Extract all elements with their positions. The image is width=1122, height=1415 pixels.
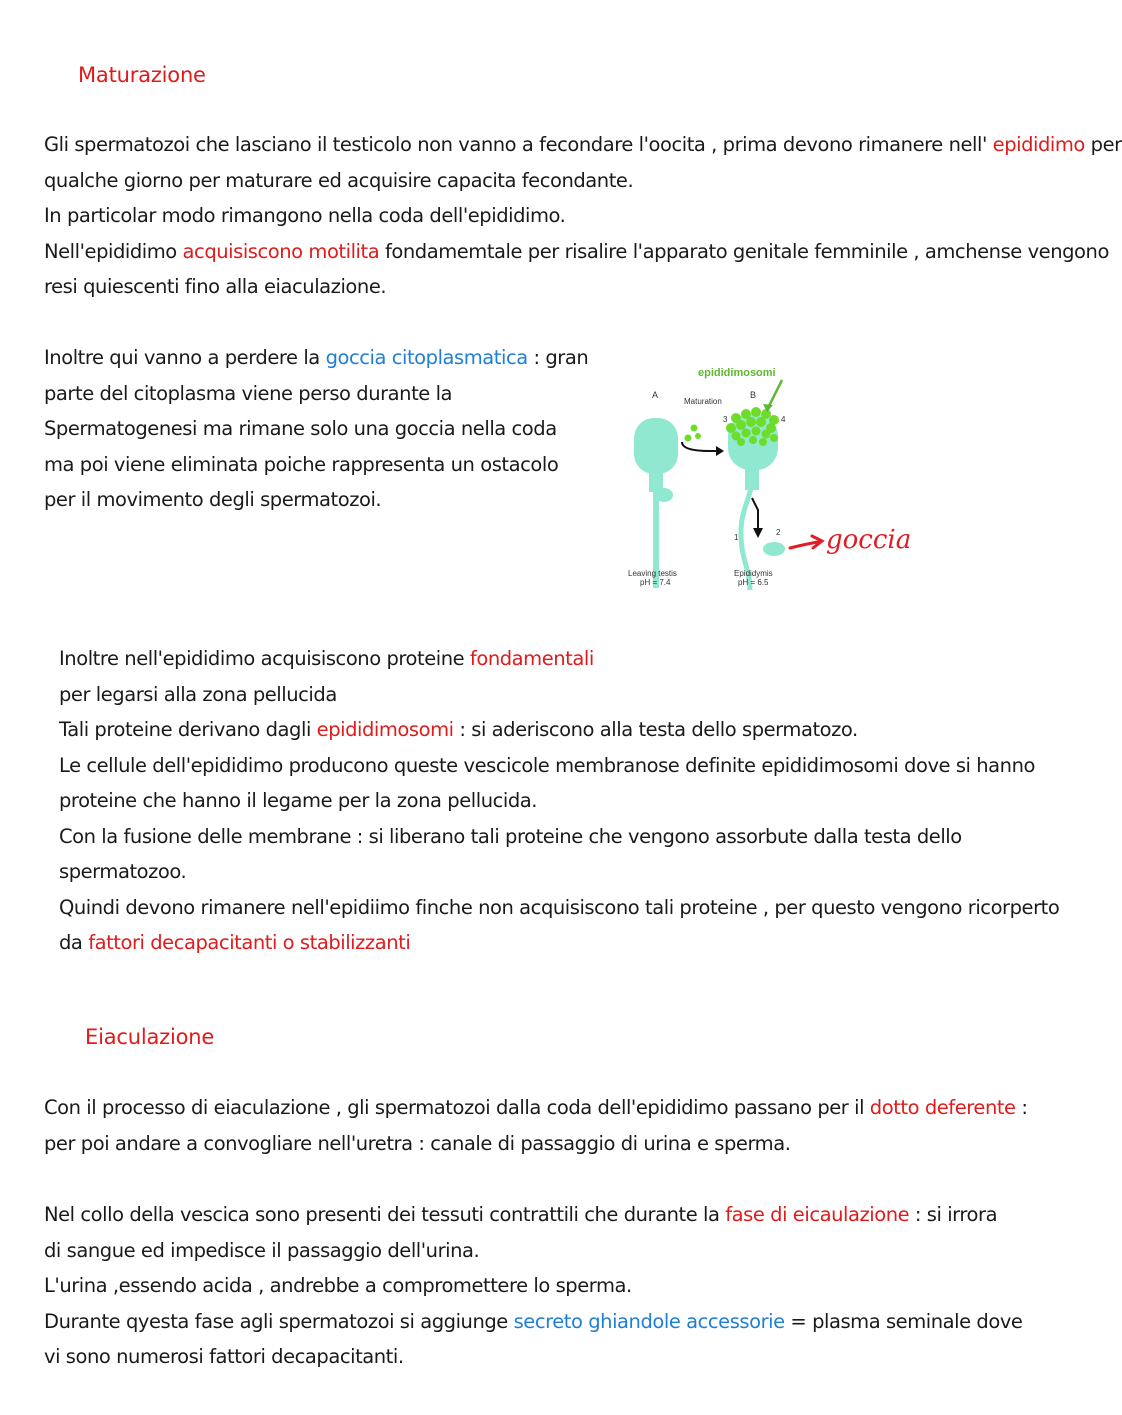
maturazione-paragraph-1 bbox=[44, 127, 1122, 305]
text-line: Durante qyesta fase agli spermatozoi si aggiunge secreto ghiandole accessorie = plasma seminale dove bbox=[44, 1309, 1023, 1333]
highlight-term: secreto ghiandole accessorie bbox=[513, 1309, 785, 1333]
label-maturation: Maturation bbox=[684, 397, 722, 406]
text-line: per il movimento degli spermatozoi. bbox=[44, 488, 382, 511]
eiaculazione-paragraph-2 bbox=[44, 1197, 1022, 1375]
label-b: B bbox=[750, 390, 757, 400]
text-line: proteine che hanno il legame per la zona pellucida. bbox=[59, 789, 538, 812]
text-line: resi quiescenti fino alla eiaculazione. bbox=[44, 275, 387, 298]
text-line: Tali proteine derivano dagli epididimosomi : si aderiscono alla testa dello spermatozo. bbox=[59, 718, 858, 741]
text-line: da fattori decapacitanti o stabilizzanti bbox=[59, 931, 411, 954]
text-line: L'urina ,essendo acida , andrebbe a compromettere lo sperma. bbox=[44, 1274, 632, 1297]
text-line: In particolar modo rimangono nella coda dell'epididimo. bbox=[44, 204, 566, 227]
label-4: 4 bbox=[781, 415, 786, 424]
highlight-term: fattori decapacitanti o stabilizzanti bbox=[88, 931, 411, 954]
text-line: Con il processo di eiaculazione , gli spermatozoi dalla coda dell'epididimo passano per il dotto deferente : bbox=[44, 1096, 1028, 1119]
label-a: A bbox=[652, 390, 659, 400]
label-ph-a: pH = 7.4 bbox=[640, 578, 671, 587]
label-epididymis: Epididymis bbox=[734, 569, 773, 578]
text-line: Con la fusione delle membrane : si liberano tali proteine che vengono assorbute dalla testa dello bbox=[59, 824, 962, 848]
arrow-head bbox=[716, 446, 724, 456]
cytoplasmic-droplet bbox=[763, 542, 785, 556]
text-line: parte del citoplasma viene perso durante la bbox=[44, 381, 453, 405]
label-leaving-testis: Leaving testis bbox=[628, 569, 677, 578]
text-line: per poi andare a convogliare nell'uretra : canale di passaggio di urina e sperma. bbox=[44, 1131, 791, 1155]
text-line: ma poi viene eliminata poiche rappresenta un ostacolo bbox=[44, 452, 559, 476]
label-3: 3 bbox=[723, 415, 728, 424]
text-line: Gli spermatozoi che lasciano il testicolo non vanno a fecondare l'oocita , prima devono rimanere nell' epididimo per bbox=[44, 133, 1122, 156]
text-line: di sangue ed impedisce il passaggio dell'urina. bbox=[44, 1238, 480, 1262]
highlight-term: epididimo bbox=[992, 133, 1085, 156]
vesicle bbox=[685, 435, 692, 442]
text-line: Nel collo della vescica sono presenti dei tessuti contrattili che durante la fase di eicaulazione : si irrora bbox=[44, 1203, 998, 1226]
section-title-maturazione: Maturazione bbox=[78, 63, 206, 87]
label-pointer bbox=[768, 380, 782, 408]
maturazione-paragraph-3 bbox=[59, 641, 1059, 961]
text-line: Inoltre nell'epididimo acquisiscono proteine fondamentali bbox=[59, 647, 594, 670]
text-line: Quindi devono rimanere nell'epidiimo finche non acquisiscono tali proteine , per questo vengono ricorperto bbox=[59, 895, 1060, 919]
section-title-eiaculazione: Eiaculazione bbox=[85, 1025, 215, 1049]
sperm-maturation-figure bbox=[610, 358, 910, 598]
label-ph-b: pH = 6.5 bbox=[738, 578, 769, 587]
text-line: Le cellule dell'epididimo producono queste vescicole membranose definite epididimosomi dove si hanno bbox=[59, 753, 1035, 777]
text-line: Inoltre qui vanno a perdere la goccia citoplasmatica : gran bbox=[44, 346, 589, 369]
highlight-term: epididimosomi bbox=[316, 718, 454, 741]
maturazione-paragraph-2 bbox=[44, 340, 588, 518]
highlight-term: goccia citoplasmatica bbox=[325, 346, 528, 369]
text-line: Spermatogenesi ma rimane solo una goccia nella coda bbox=[44, 417, 557, 440]
label-1: 1 bbox=[734, 533, 739, 542]
text-line: Nell'epididimo acquisiscono motilita fondamemtale per risalire l'apparato genitale femminile , amchense vengono bbox=[44, 239, 1109, 263]
text-line: spermatozoo. bbox=[59, 860, 187, 883]
vesicle bbox=[695, 433, 701, 439]
eiaculazione-paragraph-1 bbox=[44, 1090, 1027, 1161]
text-line: qualche giorno per maturare ed acquisire capacita fecondante. bbox=[44, 168, 634, 192]
highlight-term: acquisiscono motilita bbox=[182, 239, 380, 263]
droplet-arrow bbox=[752, 498, 758, 533]
handwritten-goccia: goccia bbox=[826, 525, 912, 555]
text-line: per legarsi alla zona pellucida bbox=[59, 682, 337, 706]
sperm-cell-a bbox=[634, 418, 678, 588]
vesicle bbox=[691, 425, 698, 432]
highlight-term: dotto deferente bbox=[869, 1096, 1016, 1119]
label-2: 2 bbox=[776, 528, 781, 537]
maturation-diagram bbox=[610, 358, 910, 598]
text-line: vi sono numerosi fattori decapacitanti. bbox=[44, 1345, 404, 1368]
highlight-term: fondamentali bbox=[469, 647, 594, 670]
highlight-term: fase di eicaulazione bbox=[725, 1203, 910, 1226]
label-epididimosomi: epididimosomi bbox=[698, 367, 776, 379]
